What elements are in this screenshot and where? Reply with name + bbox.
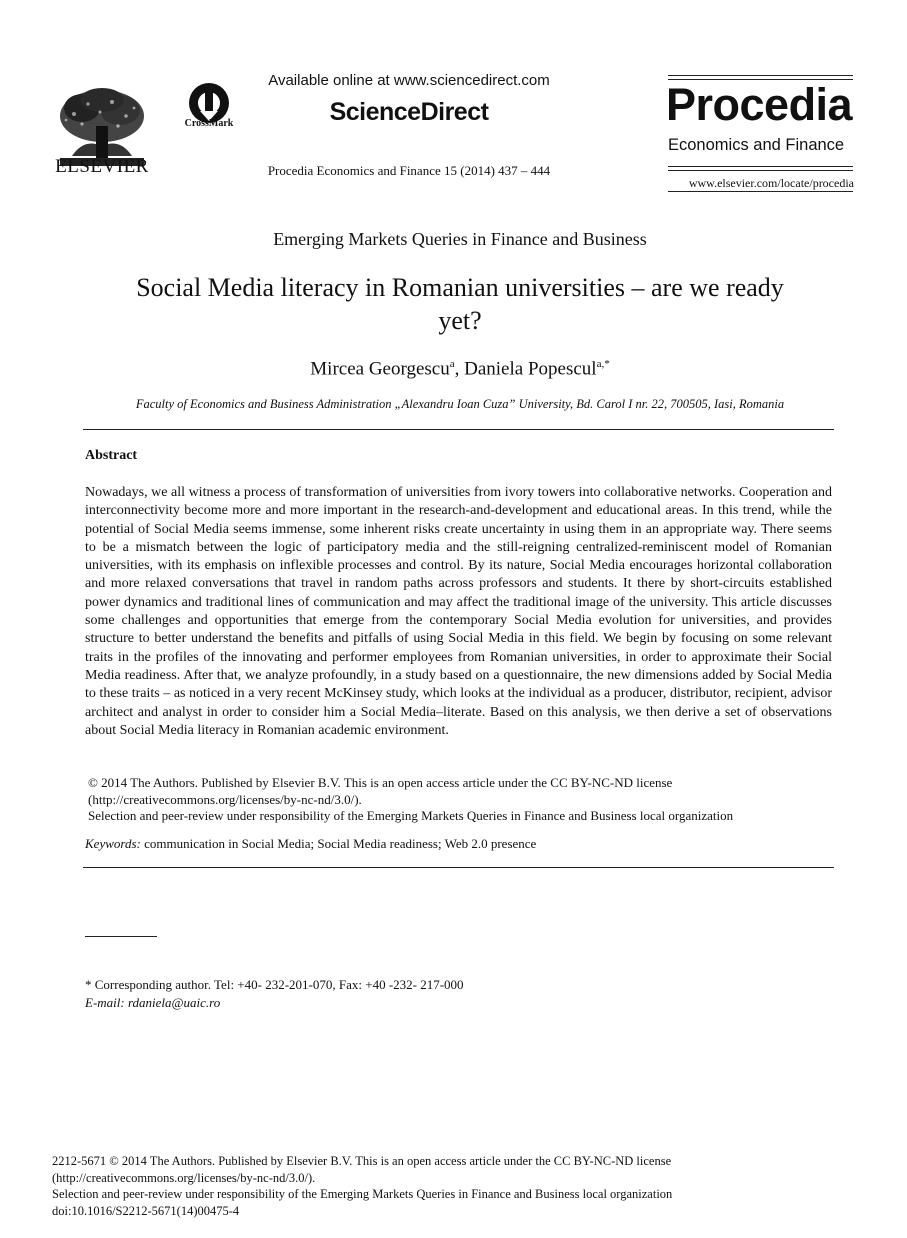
license-block <box>85 775 825 825</box>
author-1: Mircea Georgescu <box>310 358 450 380</box>
keywords-label: Keywords: <box>85 836 141 851</box>
footer-license: 2212-5671 © 2014 The Authors. Published by Elsevier B.V. This is an open access article under the CC BY-NC-ND license <box>52 1154 672 1168</box>
procedia-subtitle: Economics and Finance <box>668 136 845 154</box>
authors <box>60 358 860 380</box>
procedia-rule-bottom <box>668 191 853 192</box>
conference-name: Emerging Markets Queries in Finance and Business <box>273 229 647 249</box>
journal-citation: Procedia Economics and Finance 15 (2014) 437 – 444 <box>267 163 551 178</box>
footnote-rule <box>85 936 157 937</box>
divider-top <box>83 429 834 430</box>
article-title-line-1: Social Media literacy in Romanian universities – are we ready <box>136 273 784 302</box>
divider-bottom <box>83 867 834 868</box>
page-footer <box>52 1153 812 1219</box>
corresponding-author-note: * Corresponding author. Tel: +40- 232-201-070, Fax: +40 -232- 217-000 <box>85 977 464 992</box>
keywords <box>85 836 536 852</box>
article-title-line-2: yet? <box>438 306 482 335</box>
abstract-heading: Abstract <box>85 448 138 463</box>
footer-doi[interactable]: doi:10.1016/S2212-5671(14)00475-4 <box>52 1203 240 1218</box>
author-2: Daniela Popescul <box>464 358 597 380</box>
author-1-affiliation-mark: a <box>449 358 455 370</box>
abstract-text: Nowadays, we all witness a process of transformation of universities from ivory towers into collaborative networks. Cooperation and interconnectivity become more and more important in the research-and-development and educational areas. In this trend, while the potential of Social Media seems immense, some inherent risks create uncertainty in using them in an appropriate way. There seems to be a mismatch between the logic of participatory media and the still-reigning centralized-reminiscent model of Romanian universities, with its emphasis on inflexible processes and control. By its nature, Social Media encourages horizontal collaboration and more relaxed conversations that travel in random paths across professors and students. It there by short-circuits established power dynamics and traditional lines of communication and may affect the traditional image of the university. This article discusses some challenges and opportunities that emerge from the contemporary Social Media evolution for universities, and provides structure to better understand the benefits and pitfalls of using Social Media in this field. We begin by focusing on some relevant traits in the profiles of the innovating and performer employees from Romanian universities, in order to approximate their Social Media readiness. After that, we analyze profoundly, in a study based on a questionnaire, the new dimensions added by Social Media to these traits – as noticed in a very recent McKinsey study, which looks at the individual as a producer, distributor, recipient, advisor architect and analyst in order to consider him a Social Media–literate. Based on this analysis, we then derive a set of observations about Social Media literacy in Romanian academic environment. <box>85 485 832 738</box>
license-link[interactable]: (http://creativecommons.org/licenses/by-nc-nd/3.0/). <box>88 791 362 807</box>
procedia-title: Procedia <box>666 79 853 130</box>
license-line-1: © 2014 The Authors. Published by Elsevier B.V. This is an open access article under the CC BY-NC-ND license <box>88 775 673 790</box>
available-online-text: Available online at www.sciencedirect.com <box>268 72 550 89</box>
license-line-3: Selection and peer-review under responsibility of the Emerging Markets Queries in Finance and Business local organization <box>88 808 734 823</box>
article-title <box>60 271 860 337</box>
procedia-rule-top <box>668 75 853 76</box>
author-2-affiliation-mark: a,* <box>596 358 610 370</box>
crossmark-label: CrossMark <box>184 118 234 129</box>
author-separator: , <box>454 358 465 380</box>
affiliation: Faculty of Economics and Business Administration „Alexandru Ioan Cuza” University, Bd. Carol I nr. 22, 700505, Iasi, Romania <box>135 397 785 411</box>
keywords-text: communication in Social Media; Social Media readiness; Web 2.0 presence <box>144 836 537 851</box>
footer-license-link[interactable]: (http://creativecommons.org/licenses/by-nc-nd/3.0/). <box>52 1170 316 1185</box>
author-email[interactable]: E-mail: rdaniela@uaic.ro <box>85 995 221 1010</box>
procedia-rule-mid <box>668 166 853 167</box>
footer-peer-review: Selection and peer-review under responsibility of the Emerging Markets Queries in Finance and Business local organization <box>52 1187 673 1201</box>
procedia-rule-mid-2 <box>668 170 853 171</box>
sciencedirect-logo: ScienceDirect <box>329 98 489 126</box>
elsevier-wordmark: ELSEVIER <box>55 156 149 177</box>
procedia-url[interactable]: www.elsevier.com/locate/procedia <box>688 176 854 190</box>
